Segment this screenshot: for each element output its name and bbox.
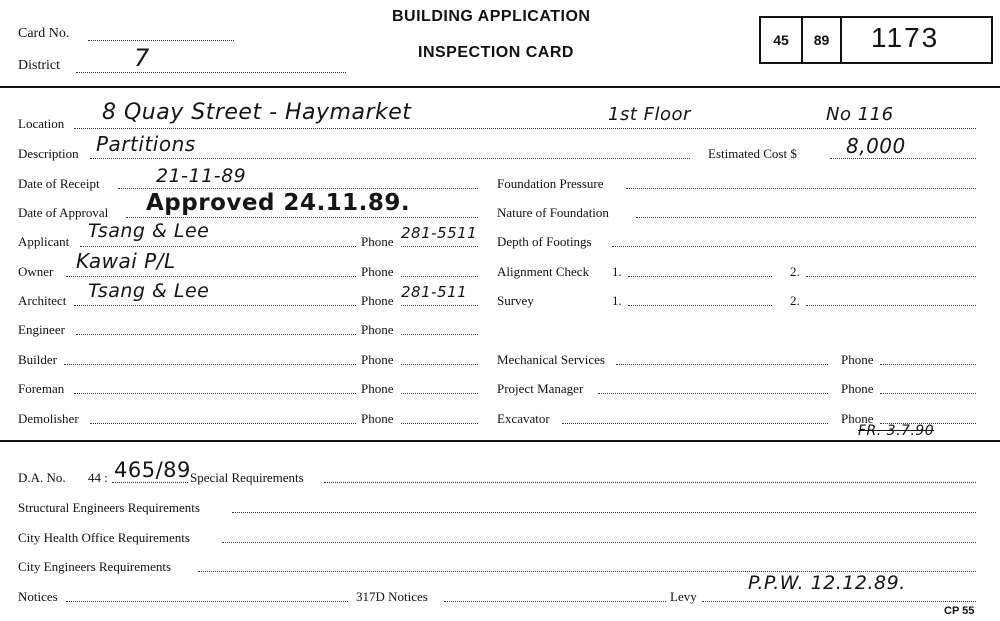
fr-note: FR. 3.7.90 bbox=[858, 423, 935, 439]
description-field[interactable] bbox=[90, 158, 690, 159]
architect-value: Tsang & Lee bbox=[88, 280, 210, 302]
location-field[interactable] bbox=[74, 128, 976, 129]
da-field[interactable] bbox=[112, 482, 188, 483]
applicant-field[interactable] bbox=[80, 246, 356, 247]
card-no-label: Card No. bbox=[18, 26, 70, 41]
architect-label: Architect bbox=[18, 293, 67, 308]
builder-phone-field[interactable] bbox=[401, 364, 478, 365]
district-label: District bbox=[18, 58, 60, 73]
demolisher-phone-label: Phone bbox=[361, 411, 394, 426]
foundation-pressure-label: Foundation Pressure bbox=[497, 176, 604, 191]
foreman-phone-field[interactable] bbox=[401, 393, 478, 394]
owner-field[interactable] bbox=[66, 276, 356, 277]
da-prefix: 44 : bbox=[88, 470, 108, 485]
survey-field-1[interactable] bbox=[628, 305, 772, 306]
notices-field[interactable] bbox=[66, 601, 348, 602]
owner-phone-field[interactable] bbox=[401, 276, 478, 277]
description-label: Description bbox=[18, 146, 79, 161]
builder-field[interactable] bbox=[64, 364, 356, 365]
builder-phone-label: Phone bbox=[361, 352, 394, 367]
demolisher-field[interactable] bbox=[90, 423, 356, 424]
levy-field[interactable] bbox=[702, 601, 976, 602]
owner-phone-label: Phone bbox=[361, 264, 394, 279]
mechanical-phone-label: Phone bbox=[841, 352, 874, 367]
date-approval-value: Approved 24.11.89. bbox=[146, 190, 411, 216]
applicant-phone-field[interactable] bbox=[401, 246, 478, 247]
location-no: No 116 bbox=[826, 104, 894, 125]
owner-value: Kawai P/L bbox=[76, 249, 176, 273]
applicant-phone-label: Phone bbox=[361, 234, 394, 249]
engineer-phone-label: Phone bbox=[361, 322, 394, 337]
depth-footings-field[interactable] bbox=[612, 246, 976, 247]
survey-label: Survey bbox=[497, 293, 534, 308]
owner-label: Owner bbox=[18, 264, 54, 279]
foreman-label: Foreman bbox=[18, 381, 65, 396]
district-field[interactable] bbox=[76, 72, 346, 73]
special-requirements-field[interactable] bbox=[324, 482, 976, 483]
alignment-check-label: Alignment Check bbox=[497, 264, 590, 279]
box-cell-1: 45 bbox=[761, 18, 803, 62]
location-label: Location bbox=[18, 116, 65, 131]
project-manager-field[interactable] bbox=[598, 393, 828, 394]
structural-label: Structural Engineers Requirements bbox=[18, 500, 200, 515]
project-manager-phone-field[interactable] bbox=[880, 393, 976, 394]
mid-divider bbox=[0, 440, 1000, 442]
header-divider bbox=[0, 86, 1000, 88]
project-manager-label: Project Manager bbox=[497, 381, 584, 396]
depth-footings-label: Depth of Footings bbox=[497, 234, 592, 249]
architect-phone-label: Phone bbox=[361, 293, 394, 308]
applicant-phone: 281-5511 bbox=[401, 224, 478, 242]
mechanical-phone-field[interactable] bbox=[880, 364, 976, 365]
nature-foundation-field[interactable] bbox=[636, 217, 976, 218]
engineer-field[interactable] bbox=[76, 334, 356, 335]
alignment-field-2[interactable] bbox=[806, 276, 976, 277]
location-floor: 1st Floor bbox=[608, 104, 691, 125]
applicant-value: Tsang & Lee bbox=[88, 220, 210, 242]
applicant-label: Applicant bbox=[18, 234, 70, 249]
health-field[interactable] bbox=[222, 542, 976, 543]
location-value: 8 Quay Street - Haymarket bbox=[102, 100, 412, 125]
box-cell-2: 89 bbox=[803, 18, 842, 62]
nature-foundation-label: Nature of Foundation bbox=[497, 205, 609, 220]
alignment-field-1[interactable] bbox=[628, 276, 772, 277]
survey-num-2: 2. bbox=[790, 293, 800, 308]
builder-label: Builder bbox=[18, 352, 57, 367]
excavator-field[interactable] bbox=[562, 423, 828, 424]
architect-phone: 281-511 bbox=[401, 283, 468, 301]
estimated-cost-label: Estimated Cost $ bbox=[708, 146, 797, 161]
foreman-field[interactable] bbox=[74, 393, 356, 394]
foundation-pressure-field[interactable] bbox=[626, 188, 976, 189]
demolisher-label: Demolisher bbox=[18, 411, 79, 426]
estimated-cost-field[interactable] bbox=[830, 158, 976, 159]
description-value: Partitions bbox=[96, 132, 196, 156]
da-value: 465/89 bbox=[114, 458, 191, 482]
notices-317d-label: 317D Notices bbox=[356, 589, 428, 604]
demolisher-phone-field[interactable] bbox=[401, 423, 478, 424]
architect-field[interactable] bbox=[74, 305, 356, 306]
project-manager-phone-label: Phone bbox=[841, 381, 874, 396]
district-value: 7 bbox=[134, 44, 150, 72]
alignment-num-2: 2. bbox=[790, 264, 800, 279]
box-number: 1173 bbox=[871, 22, 940, 53]
date-receipt-label: Date of Receipt bbox=[18, 176, 100, 191]
survey-field-2[interactable] bbox=[806, 305, 976, 306]
mechanical-label: Mechanical Services bbox=[497, 352, 605, 367]
notices-label: Notices bbox=[18, 589, 58, 604]
form-code: CP 55 bbox=[944, 605, 975, 617]
structural-field[interactable] bbox=[232, 512, 976, 513]
date-approval-label: Date of Approval bbox=[18, 205, 109, 220]
city-engineers-label: City Engineers Requirements bbox=[18, 559, 172, 574]
architect-phone-field[interactable] bbox=[401, 305, 478, 306]
date-approval-field[interactable] bbox=[126, 217, 478, 218]
special-requirements-label: Special Requirements bbox=[190, 470, 304, 485]
excavator-label: Excavator bbox=[497, 411, 550, 426]
levy-value: P.P.W. 12.12.89. bbox=[748, 572, 906, 594]
title-line-1: BUILDING APPLICATION bbox=[392, 8, 591, 25]
date-receipt-value: 21-11-89 bbox=[156, 165, 247, 187]
date-receipt-field[interactable] bbox=[118, 188, 478, 189]
da-label: D.A. No. bbox=[18, 470, 66, 485]
levy-label: Levy bbox=[670, 589, 697, 604]
mechanical-field[interactable] bbox=[616, 364, 828, 365]
health-label: City Health Office Requirements bbox=[18, 530, 190, 545]
estimated-cost-value: 8,000 bbox=[846, 134, 906, 158]
title-line-2: INSPECTION CARD bbox=[418, 44, 574, 61]
alignment-num-1: 1. bbox=[612, 264, 622, 279]
engineer-phone-field[interactable] bbox=[401, 334, 478, 335]
card-no-field[interactable] bbox=[88, 40, 234, 41]
foreman-phone-label: Phone bbox=[361, 381, 394, 396]
excavator-phone-label: Phone bbox=[841, 411, 874, 426]
engineer-label: Engineer bbox=[18, 322, 65, 337]
card-number-box bbox=[759, 16, 993, 64]
notices-317d-field[interactable] bbox=[444, 601, 666, 602]
survey-num-1: 1. bbox=[612, 293, 622, 308]
